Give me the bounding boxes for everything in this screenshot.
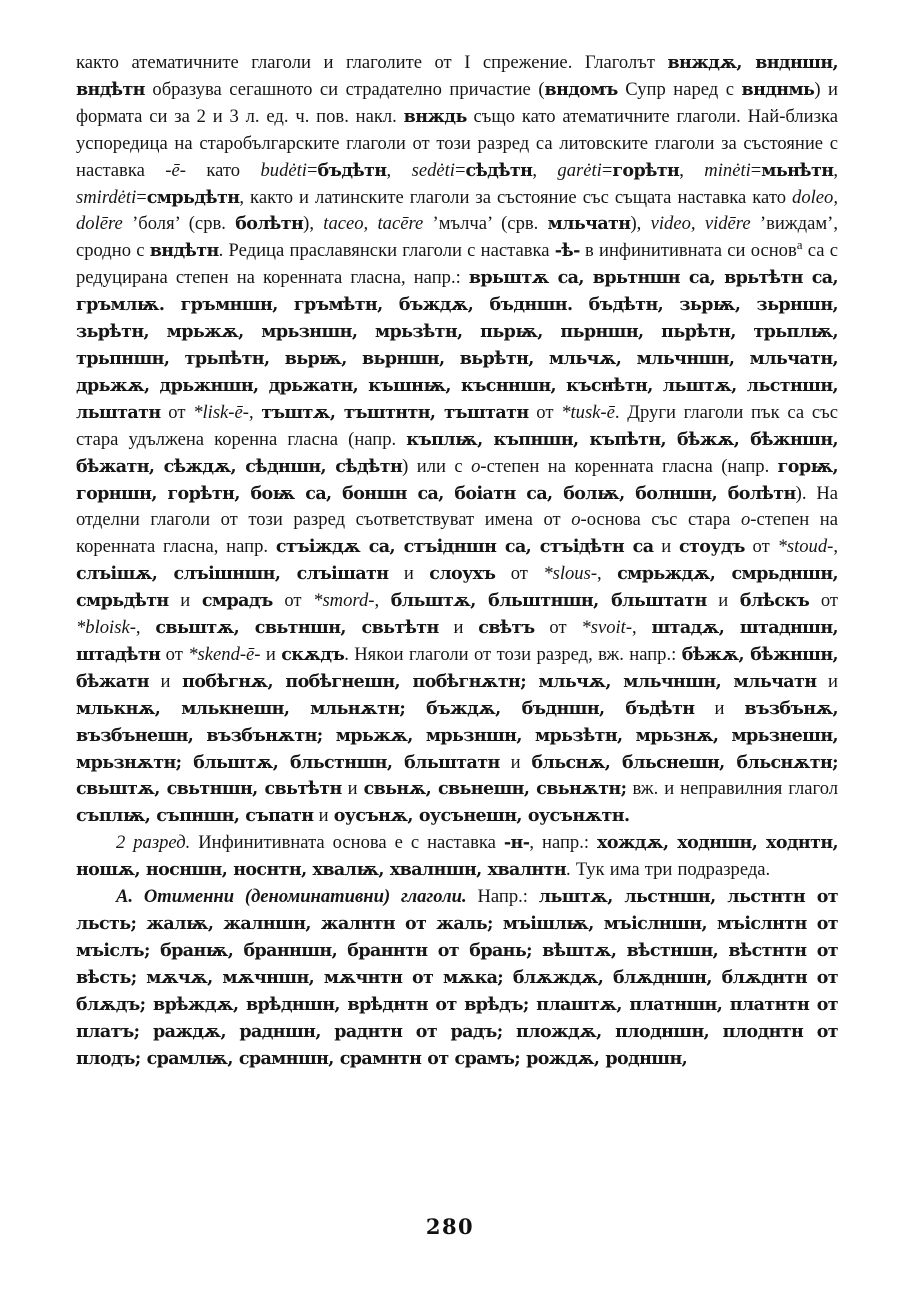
ocs-text: стъіждѫ са, стъідншн са, стъідѣтн са	[275, 537, 654, 558]
paragraph-2	[76, 830, 838, 884]
body-text: вж. и неправилния глагол	[626, 778, 839, 800]
ocs-text: бѣжѫ, бѣжншн, бѣжатн	[76, 644, 839, 692]
ocs-text: млькнѫ, млькнешн, мльнѫтн; бъждѫ, бъдншн, бъдѣтн	[76, 698, 695, 719]
body-text: образува сегашното си страдателно причастие (	[144, 78, 545, 100]
ocs-text: смрьждѫ, смрьдншн, смрьдѣтн	[76, 564, 839, 612]
body-text: ,	[248, 401, 262, 423]
body-text: ,	[597, 563, 618, 585]
italic-text: garėti	[557, 159, 602, 181]
body-text: ’мълча’ (срв.	[423, 213, 548, 235]
ocs-text: тъштѫ, тъштнтн, тъштатн	[261, 402, 529, 423]
body-text: и	[706, 590, 740, 612]
ocs-text: льштѫ, льстншн, льстнтн от льсть; жалѭ, жалншн, жалнтн от жаль; мъішлѭ, мъіслншн, мъіслнтн от мъіслъ; бранѭ, бранншн, браннтн от брань; вѣштѫ, вѣстншн, вѣстнтн от вѣсть; мѫчѫ, мѫчншн, мѫчнтн от мѫка; блѫждѫ, блѫдншн, блѫднтн от блѫдъ; врѣждѫ, врѣдншн, врѣднтн от врѣдъ; плаштѫ, платншн, платнтн от платъ; раждѫ, радншн, раднтн от радъ; плождѫ, плодншн, плоднтн от плодъ; срамлѭ, срамншн, срамнтн от срамъ; рождѫ, родншн,	[76, 887, 838, 1069]
body-text: от	[809, 590, 839, 612]
body-text: в инфинитивната си основ	[579, 240, 797, 262]
ocs-text: мьнѣтн	[761, 160, 834, 181]
body-text: от	[534, 617, 582, 639]
ocs-text: блѣскъ	[739, 591, 810, 612]
ocs-text: слъішѫ, слъішншн, слъішатн	[76, 564, 389, 585]
body-text: , напр.:	[529, 832, 598, 854]
italic-text: *stoud-	[777, 536, 834, 558]
ocs-text: смрадъ	[201, 591, 273, 612]
ocs-text: -ѣ-	[554, 241, 580, 262]
italic-text: *svoit-	[581, 617, 633, 639]
body-text: =	[601, 159, 613, 181]
body-text: ,	[833, 159, 839, 181]
paragraph-3	[76, 884, 838, 1072]
ocs-text: побѣгнѫ, побѣгнешн, побѣгнѫтн; мльчѫ, мльчншн, мльчатн	[182, 671, 817, 692]
body-text: ’виждам’, сродно с	[76, 213, 838, 262]
ocs-text: вндомъ	[544, 79, 618, 100]
body-text: от	[495, 563, 544, 585]
body-text: Инфинитивната основа е с наставка	[190, 832, 504, 854]
paragraph-1	[76, 50, 838, 830]
italic-text: *skend-ē-	[188, 643, 261, 665]
body-text: и	[148, 670, 183, 692]
body-text: и	[313, 805, 334, 827]
body-text: -степен на коренната гласна, напр.	[76, 509, 838, 558]
body-text: ),	[630, 213, 651, 235]
body-text: от	[528, 401, 562, 423]
body-text: и	[499, 751, 532, 773]
body-text: . Редица праславянски глаголи с наставка	[218, 240, 555, 262]
body-text: ,	[679, 159, 705, 181]
italic-text: *tusk-ē	[561, 401, 615, 423]
bold-italic-text: А. Отименни (деноминативни) глаголи.	[116, 886, 467, 908]
body-text: =	[750, 159, 762, 181]
body-text: като	[185, 159, 261, 181]
body-text: и	[816, 670, 839, 692]
body-text: Супр наред с	[617, 78, 742, 100]
italic-text: *bloisk-	[76, 617, 136, 639]
ocs-text: горѭ, горншн, горѣтн, боѭ са, боншн са, боіатн са, болѭ, болншн, болѣтн	[76, 456, 838, 504]
body-text: и	[341, 778, 364, 800]
ocs-text: мльчатн	[547, 214, 631, 235]
body-text: ,	[632, 617, 652, 639]
ocs-text: възбънѫ, възбънешн, възбънѫтн; мрьжѫ, мрьзншн, мрьзѣтн, мрьзнѫ, мрьзнешн, мрьзнѫтн; бльштѫ, бльстншн, бльштатн	[76, 698, 838, 773]
body-text: ,	[532, 159, 558, 181]
body-text: от	[272, 590, 314, 612]
italic-text: smirdėti	[76, 186, 137, 208]
ocs-text: стоудъ	[679, 537, 745, 558]
italic-text: о	[740, 509, 751, 531]
ocs-text: сѣдѣтн	[465, 160, 533, 181]
page-text	[76, 50, 838, 1072]
body-text: и	[168, 590, 202, 612]
italic-text: *lisk-ē-	[193, 401, 249, 423]
body-text: -основа със стара	[580, 509, 741, 531]
ocs-text: врьштѫ са, врьтншн са, врьтѣтн са, гръмлѭ. гръмншн, гръмѣтн, бъждѫ, бъдншн. бъдѣтн, зьрѭ, зьрншн, зьрѣтн, мрьжѫ, мрьзншн, мрьзѣтн, пьрѭ, пьрншн, пьрѣтн, трьплѭ, трьпншн, трьпѣтн, вьрѭ, вьрншн, вьрѣтн, мльчѫ, мльчншн, мльчатн, дрьжѫ, дрьжншн, дрьжатн, къшнѭ, къснншн, къснѣтн, льштѫ, льстншн, льштатн	[76, 268, 838, 423]
italic-text: о	[571, 509, 581, 531]
ocs-text: оусънѫ, оусънешн, оусънѫтн.	[333, 806, 630, 827]
body-text: ’боля’ (срв.	[122, 213, 236, 235]
ocs-text: болѣтн	[235, 214, 304, 235]
body-text: =	[136, 186, 147, 208]
italic-text: -ē-	[165, 159, 186, 181]
body-text: . Тук има три подразреда.	[566, 859, 771, 881]
ocs-text: вндѣтн	[149, 241, 219, 262]
body-text: ) и формата си за 2 и 3 л. ед. ч. пов. накл.	[76, 78, 838, 127]
body-text: , както и латинските глаголи за състояние със същата наставка като	[239, 186, 793, 208]
body-text: =	[454, 159, 466, 181]
body-text: Напр.:	[466, 886, 539, 908]
body-text: ). На отделни глаголи от този разред съответствуват имена от	[76, 482, 839, 531]
body-text: ) или с	[402, 455, 472, 477]
body-text: са с редуцирана степен на коренната гласна, напр.:	[76, 240, 838, 289]
body-text: ,	[374, 590, 391, 612]
ocs-text: штадѫ, штадншн, штадѣтн	[76, 618, 839, 665]
italic-text: 2 разред.	[116, 832, 191, 854]
body-text: и	[438, 617, 479, 639]
ocs-text: свьштѫ, свьтншн, свьтѣтн	[155, 618, 439, 639]
body-text: и	[653, 536, 679, 558]
body-text: . Други глаголи пък са със стара удължена коренна гласна (напр.	[76, 401, 838, 450]
body-text: и	[388, 563, 430, 585]
ocs-text: внднмь	[741, 79, 815, 100]
ocs-text: къплѭ, къпншн, къпѣтн, бѣжѫ, бѣжншн, бѣжатн, сѣждѫ, сѣдншн, сѣдѣтн	[76, 429, 838, 477]
body-text: =	[306, 159, 318, 181]
body-text: и	[260, 643, 282, 665]
ocs-text: смрьдѣтн	[146, 187, 240, 208]
body-text: ,	[386, 159, 412, 181]
body-text: от	[160, 643, 189, 665]
body-text: също като атематичните глаголи. Най-близка успоредица на старобългарските глаголи от този разред са литовските глаголи за състояние с наставка	[76, 105, 838, 181]
italic-text: *smord-	[313, 590, 375, 612]
italic-text: minėti	[704, 159, 751, 181]
body-text: ,	[833, 536, 838, 558]
body-text: от	[160, 401, 194, 423]
italic-text: budėti	[260, 159, 307, 181]
ocs-text: съплѭ, съпншн, съпатн	[76, 806, 314, 827]
ocs-text: -н-	[503, 833, 530, 854]
italic-text: taceo, tacēre	[323, 213, 424, 235]
italic-text: sedėti	[411, 159, 455, 181]
body-text: ,	[135, 617, 156, 639]
italic-text: doleo, dolēre	[76, 186, 838, 235]
superscript-text: а	[796, 237, 803, 253]
body-text: както атематичните глаголи и глаголите от I спрежение. Глаголът	[76, 52, 668, 73]
ocs-text: свьнѫ, свьнешн, свьнѫтн;	[363, 779, 627, 800]
italic-text: *slous-	[543, 563, 598, 585]
ocs-text: свѣтъ	[478, 618, 535, 639]
ocs-text: хождѫ, ходншн, ходнтн, ношѫ, носншн, носнтн, хвалѭ, хвалншн, хвалнтн	[76, 833, 839, 881]
ocs-text: внждь	[403, 106, 467, 127]
ocs-text: слоухъ	[429, 564, 496, 585]
body-text: и	[694, 697, 745, 719]
body-text: от	[744, 536, 778, 558]
ocs-text: бльснѫ, бльснешн, бльснѫтн; свьштѫ, свьтншн, свьтѣтн	[76, 752, 838, 800]
italic-text: о	[471, 455, 481, 477]
ocs-text: горѣтн	[612, 160, 680, 181]
ocs-text: скѫдъ	[281, 644, 345, 665]
ocs-text: бльштѫ, бльштншн, бльштатн	[390, 591, 707, 612]
ocs-text: внждѫ, вндншн, вндѣтн	[76, 53, 838, 100]
body-text: . Някои глаголи от този разред, вж. напр.:	[344, 643, 682, 665]
body-text: ),	[303, 213, 324, 235]
page-number: 280	[425, 1214, 475, 1239]
body-text: -степен на коренната гласна (напр.	[480, 455, 778, 477]
italic-text: video, vidēre	[650, 213, 751, 235]
ocs-text: бъдѣтн	[317, 160, 387, 181]
